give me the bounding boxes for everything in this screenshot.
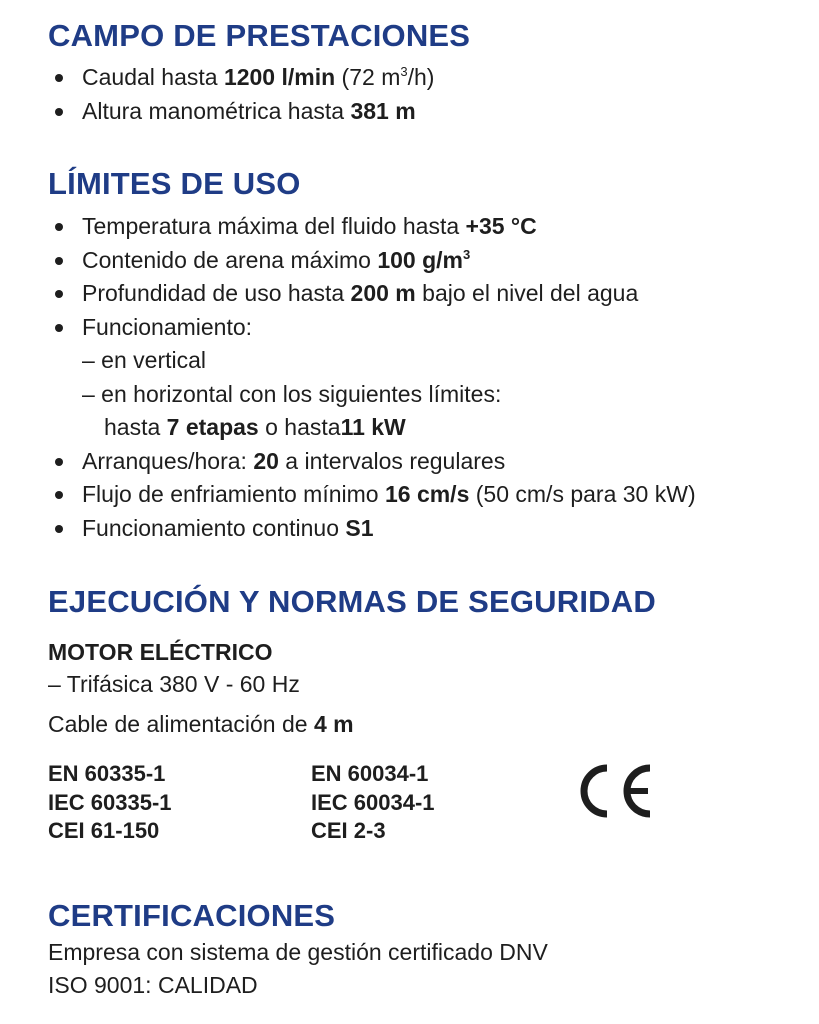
bullet-icon <box>55 74 63 82</box>
list-item-profundidad: Profundidad de uso hasta 200 m bajo el nivel del agua <box>48 277 696 311</box>
list-item-continuo: Funcionamiento continuo S1 <box>48 512 696 546</box>
section-title-limites: LÍMITES DE USO <box>48 166 301 201</box>
cert-line-1: Empresa con sistema de gestión certificado DNV <box>48 939 548 965</box>
cable-spec: Cable de alimentación de 4 m <box>48 711 354 737</box>
bullet-icon <box>55 290 63 298</box>
standard-item: CEI 61-150 <box>48 818 160 843</box>
standards-col-2 <box>311 760 435 846</box>
list-item-temperatura: Temperatura máxima del fluido hasta +35 °C <box>48 210 696 244</box>
func-horizontal: – en horizontal con los siguientes límites: <box>82 380 502 407</box>
standard-item: EN 60335-1 <box>48 761 166 786</box>
section-limites <box>48 166 696 545</box>
standards-col-1 <box>48 760 172 846</box>
standard-item: CEI 2-3 <box>311 818 386 843</box>
motor-title: MOTOR ELÉCTRICO <box>48 639 273 665</box>
section-title-campo: CAMPO DE PRESTACIONES <box>48 18 471 53</box>
func-vertical: – en vertical <box>82 347 207 373</box>
func-horizontal-limits: hasta 7 etapas o hasta11 kW <box>104 414 406 440</box>
bullet-icon <box>55 525 63 533</box>
bullet-icon <box>55 458 63 466</box>
section-campo <box>48 18 470 128</box>
bullet-icon <box>55 324 63 332</box>
motor-spec: – Trifásica 380 V - 60 Hz <box>48 671 300 697</box>
standard-item: IEC 60034-1 <box>311 789 435 815</box>
ce-mark-icon <box>573 762 653 825</box>
list-item-altura: Altura manométrica hasta 381 m <box>48 95 470 129</box>
list-item-funcionamiento: Funcionamiento: <box>48 311 696 345</box>
standard-item: IEC 60335-1 <box>48 789 172 815</box>
section-title-certificaciones: CERTIFICACIONES <box>48 898 336 933</box>
standard-item: EN 60034-1 <box>311 761 429 786</box>
list-item-caudal: Caudal hasta 1200 l/min (72 $m^3/h$) <box>48 61 470 95</box>
list-item-flujo: Flujo de enfriamiento mínimo 16 cm/s (50 cm/s para 30 kW) <box>48 478 696 512</box>
cert-line-2: ISO 9001: CALIDAD <box>48 972 258 998</box>
list-item-arranques: Arranques/hora: 20 a intervalos regulares <box>48 445 696 479</box>
section-title-ejecucion: EJECUCIÓN Y NORMAS DE SEGURIDAD <box>48 584 656 619</box>
section-ejecucion <box>48 584 656 741</box>
bullet-icon <box>55 257 63 265</box>
section-certificaciones <box>48 898 548 1002</box>
bullet-icon <box>55 223 63 231</box>
limites-list <box>48 210 696 344</box>
limites-list-2 <box>48 445 696 546</box>
bullet-icon <box>55 491 63 499</box>
list-item-arena: Contenido de arena máximo 100 $g/m^3$ <box>48 244 696 278</box>
campo-list <box>48 61 470 128</box>
bullet-icon <box>55 108 63 116</box>
